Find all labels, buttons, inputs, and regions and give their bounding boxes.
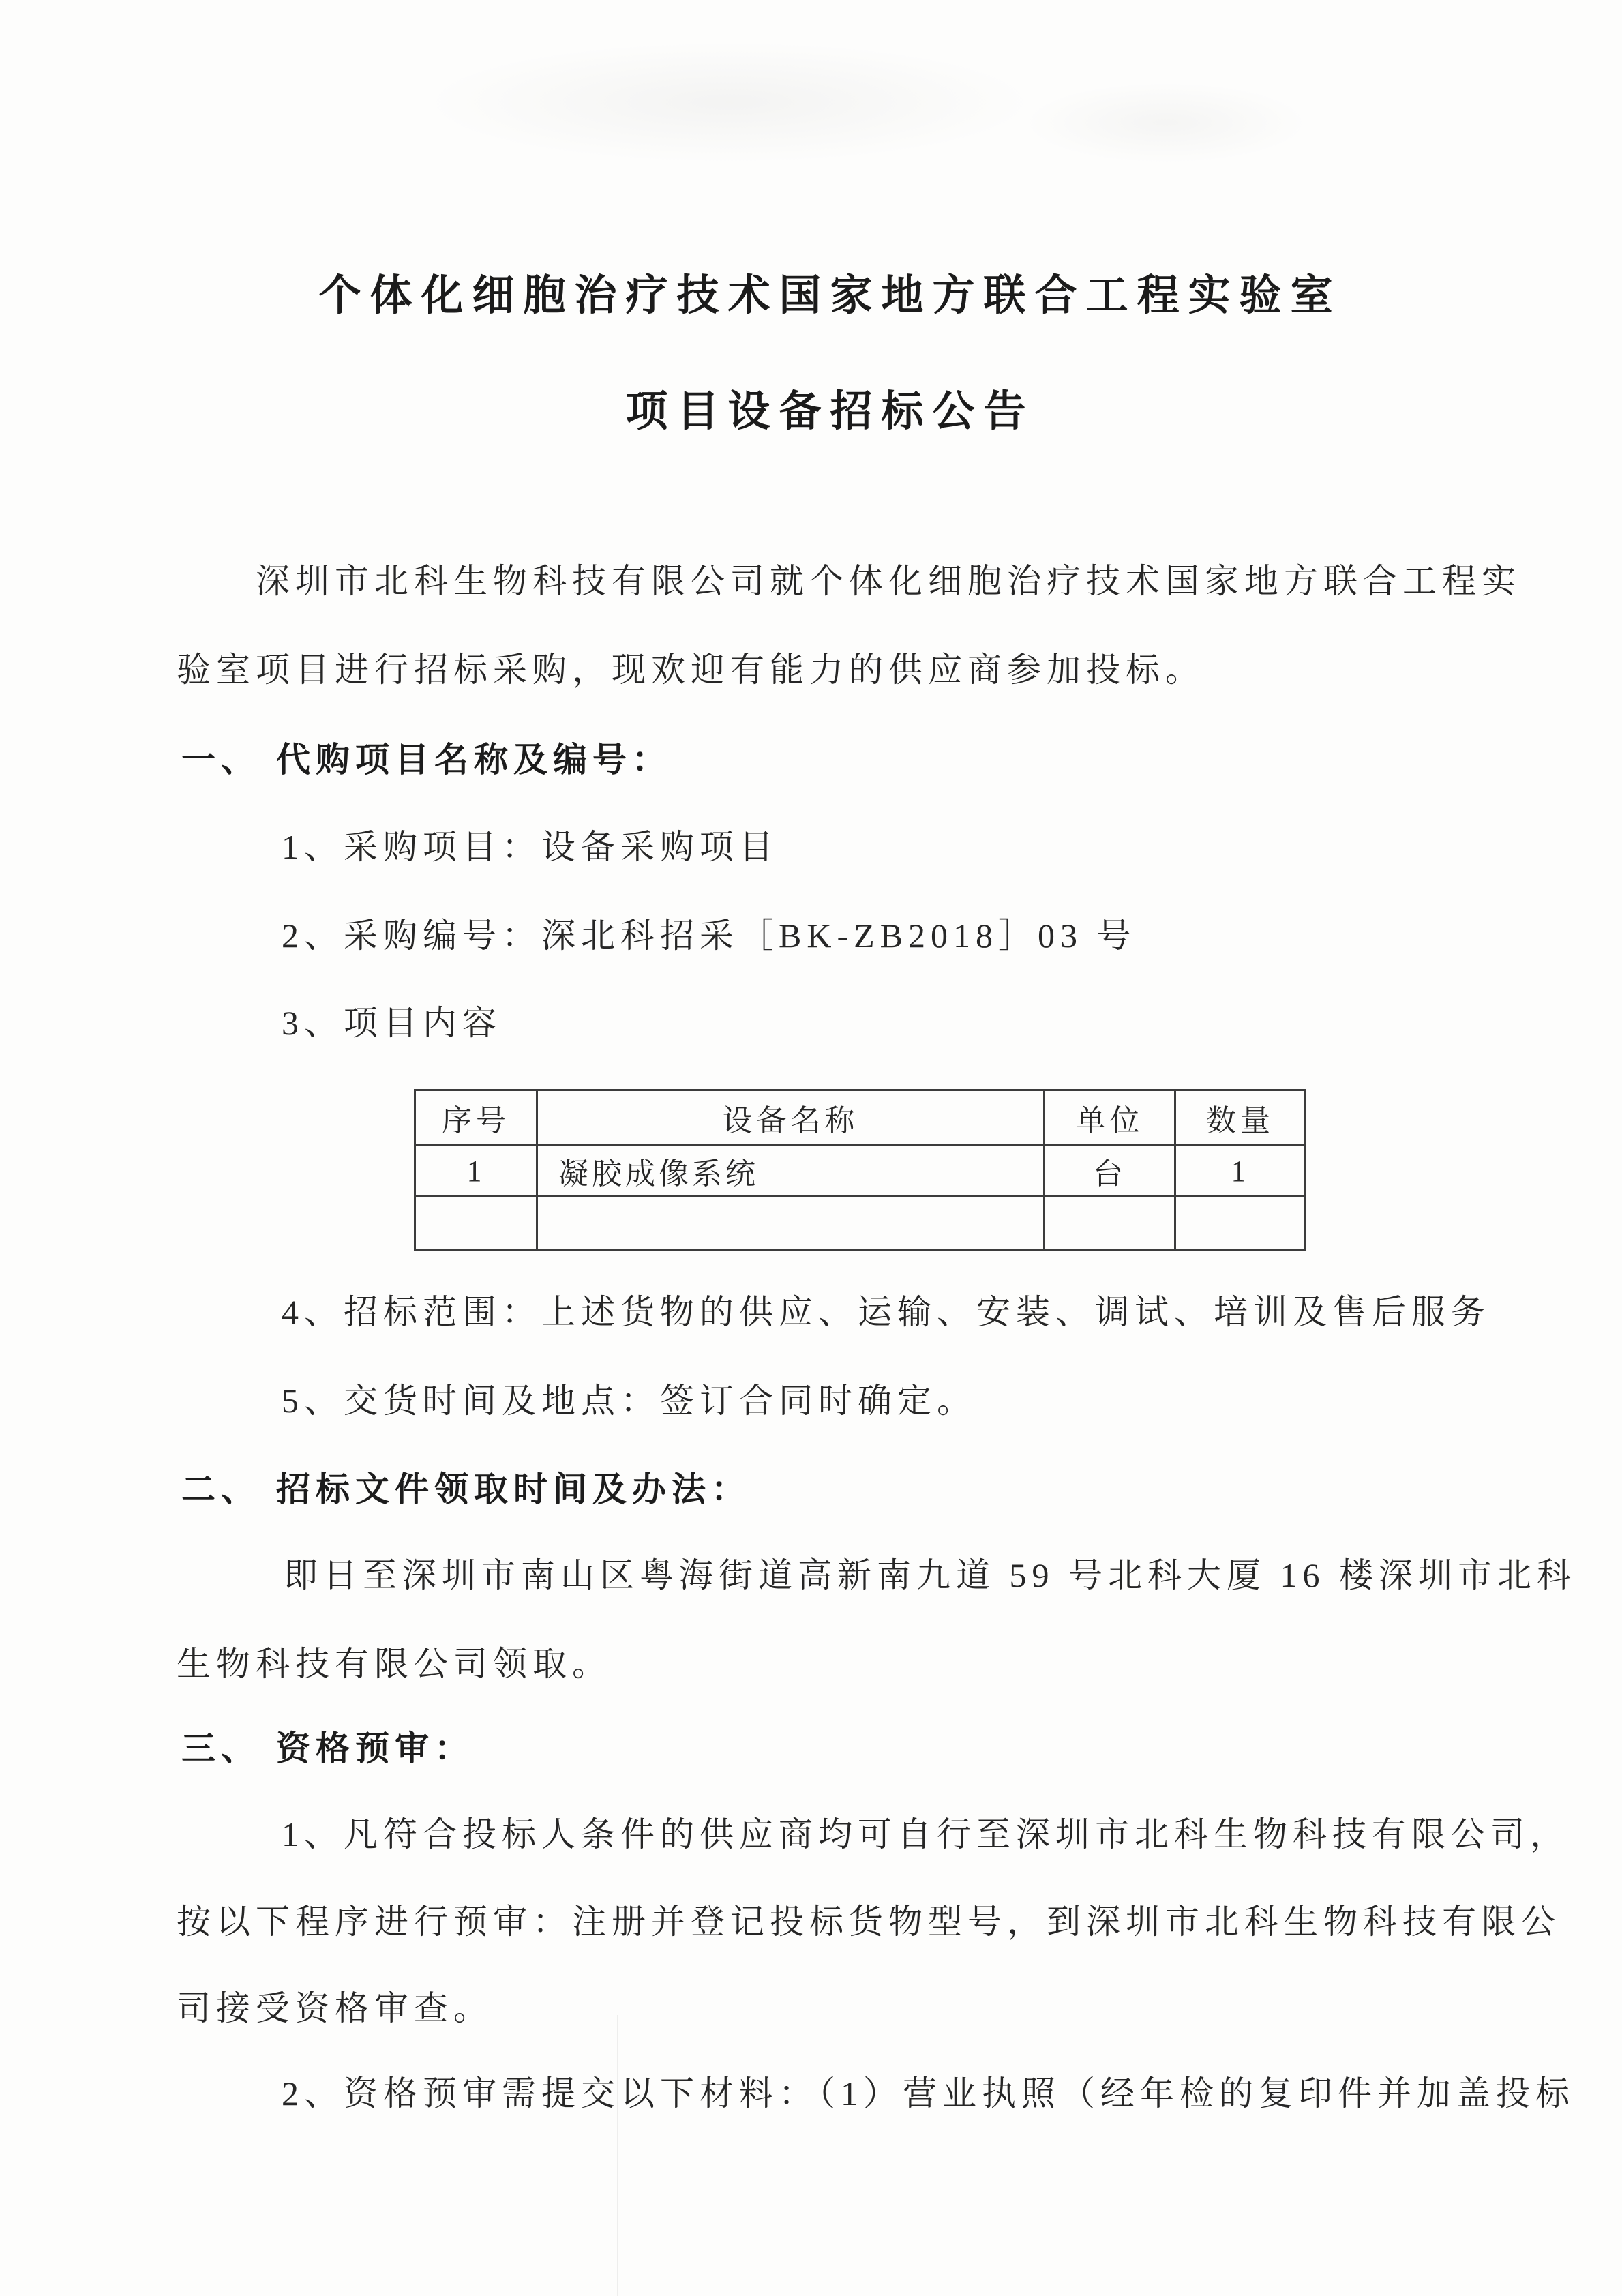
table-row-empty (415, 1197, 1306, 1251)
section-3-line-2: 按以下程序进行预审：注册并登记投标货物型号，到深圳市北科生物科技有限公 (177, 1903, 1561, 1941)
table-row (415, 1146, 1306, 1197)
table-cell-index (415, 1197, 537, 1251)
section-1-item-2: 2、采购编号：深北科招采［BK-ZB2018］03 号 (282, 916, 1137, 955)
section-3-line-4: 2、资格预审需提交以下材料：（1）营业执照（经年检的复印件并加盖投标 (282, 2074, 1575, 2113)
section-1-item-3: 3、项目内容 (282, 1004, 502, 1042)
table-cell-quantity (1175, 1197, 1306, 1251)
scan-smudge (423, 41, 1036, 164)
table-cell-name: 凝胶成像系统 (537, 1146, 1045, 1197)
section-3-line-3: 司接受资格审查。 (177, 1989, 493, 2027)
section-2-number: 二、 (181, 1470, 260, 1508)
section-3-line-1: 1、凡符合投标人条件的供应商均可自行至深圳市北科生物科技有限公司， (282, 1815, 1570, 1853)
table-header-index: 序号 (415, 1090, 537, 1146)
table-cell-index: 1 (415, 1146, 537, 1197)
document-title-row-2 (19, 377, 1622, 438)
section-1-heading: 代购项目名称及编号： (276, 741, 672, 779)
table-cell-quantity: 1 (1175, 1146, 1306, 1197)
table-cell-unit (1045, 1197, 1175, 1251)
document-title-line-2: 项目设备招标公告 (625, 388, 1035, 435)
section-2-line-1: 即日至深圳市南山区粤海街道高新南九道 59 号北科大厦 16 楼深圳市北科 (284, 1556, 1576, 1594)
table-header-name: 设备名称 (537, 1090, 1045, 1146)
equipment-table (414, 1089, 1306, 1251)
table-cell-name (537, 1197, 1045, 1251)
intro-line-1: 深圳市北科生物科技有限公司就个体化细胞治疗技术国家地方联合工程实 (256, 562, 1521, 600)
table-header-row (415, 1090, 1306, 1146)
section-2-line-2: 生物科技有限公司领取。 (177, 1645, 612, 1683)
section-1-number: 一、 (181, 741, 260, 779)
section-3-heading: 资格预审： (276, 1729, 474, 1768)
table-cell-unit: 台 (1045, 1146, 1175, 1197)
section-1-item-4: 4、招标范围：上述货物的供应、运输、安装、调试、培训及售后服务 (282, 1293, 1490, 1331)
section-1-item-5: 5、交货时间及地点：签订合同时确定。 (282, 1382, 976, 1420)
table-header-quantity: 数量 (1175, 1090, 1306, 1146)
section-3-number: 三、 (181, 1729, 260, 1768)
table-header-unit: 单位 (1045, 1090, 1175, 1146)
scan-smudge (1023, 82, 1309, 164)
document-title-row-1 (19, 261, 1622, 322)
section-1-item-1: 1、采购项目：设备采购项目 (282, 828, 779, 866)
scan-artifact-line (617, 2015, 618, 2296)
document-title-line-1: 个体化细胞治疗技术国家地方联合工程实验室 (318, 272, 1342, 319)
section-2-heading: 招标文件领取时间及办法： (276, 1470, 751, 1508)
intro-line-2: 验室项目进行招标采购，现欢迎有能力的供应商参加投标。 (177, 651, 1205, 689)
